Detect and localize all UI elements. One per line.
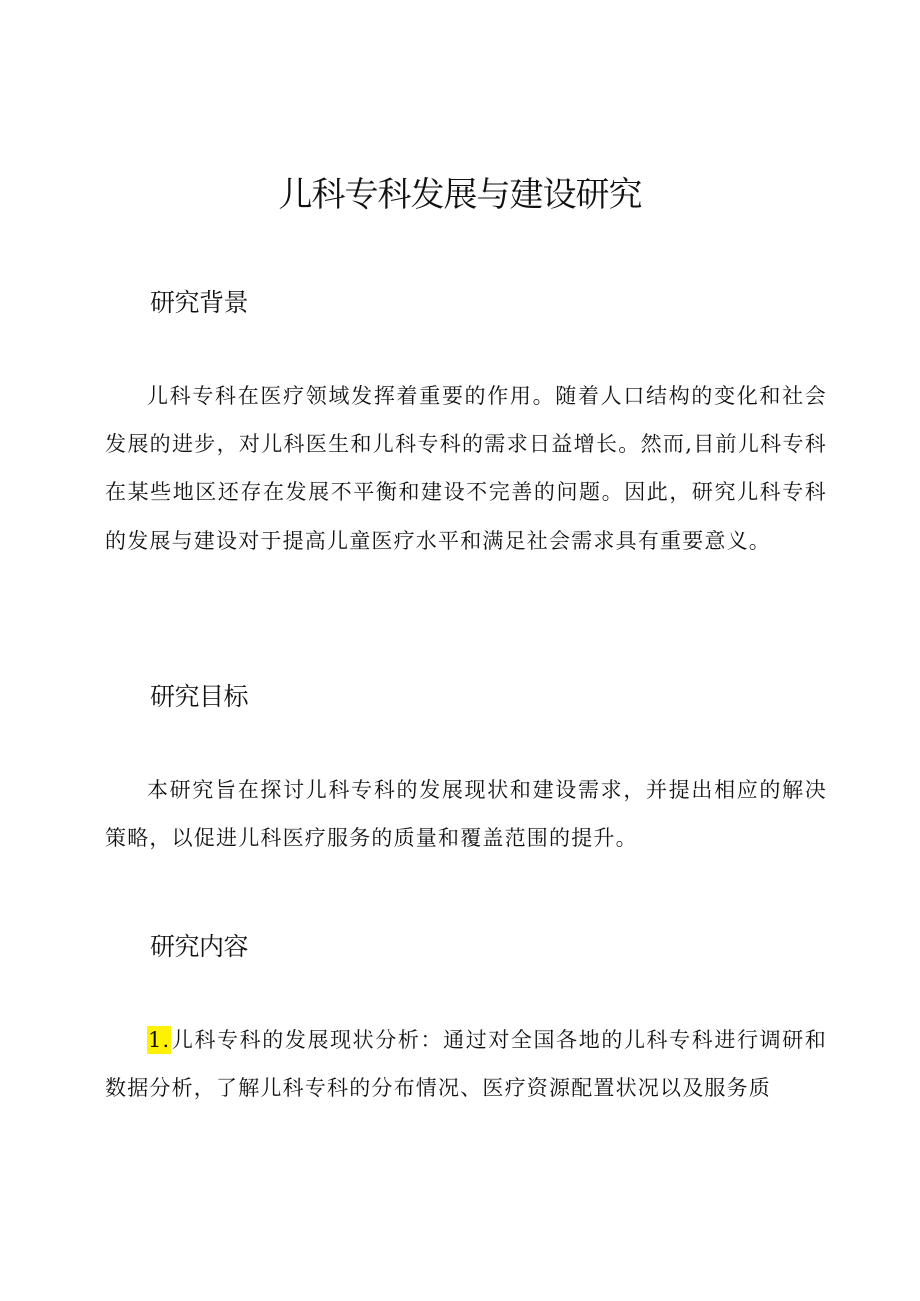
section-heading-content: 研究内容 (150, 932, 249, 961)
list-item-text: 儿科专科的发展现状分析：通过对全国各地的儿科专科进行调研和数据分析，了解儿科专科的分布情况、医疗资源配置状况以及服务质 (105, 1028, 827, 1101)
list-item-number: 1. (148, 1028, 171, 1052)
section-heading-objectives: 研究目标 (150, 682, 249, 711)
section-heading-background: 研究背景 (150, 288, 249, 317)
document-title: 儿科专科发展与建设研究 (278, 175, 642, 215)
section-paragraph-objectives: 本研究旨在探讨儿科专科的发展现状和建设需求，并提出相应的解决策略，以促进儿科医疗服务的质量和覆盖范围的提升。 (105, 778, 827, 851)
section-paragraph-background: 儿科专科在医疗领域发挥着重要的作用。随着人口结构的变化和社会发展的进步，对儿科医生和儿科专科的需求日益增长。然而,目前儿科专科在某些地区还存在发展不平衡和建设不完善的问题。因此，研究儿科专科的发展与建设对于提高儿童医疗水平和满足社会需求具有重要意义。 (105, 384, 827, 553)
list-item (105, 1016, 827, 1112)
